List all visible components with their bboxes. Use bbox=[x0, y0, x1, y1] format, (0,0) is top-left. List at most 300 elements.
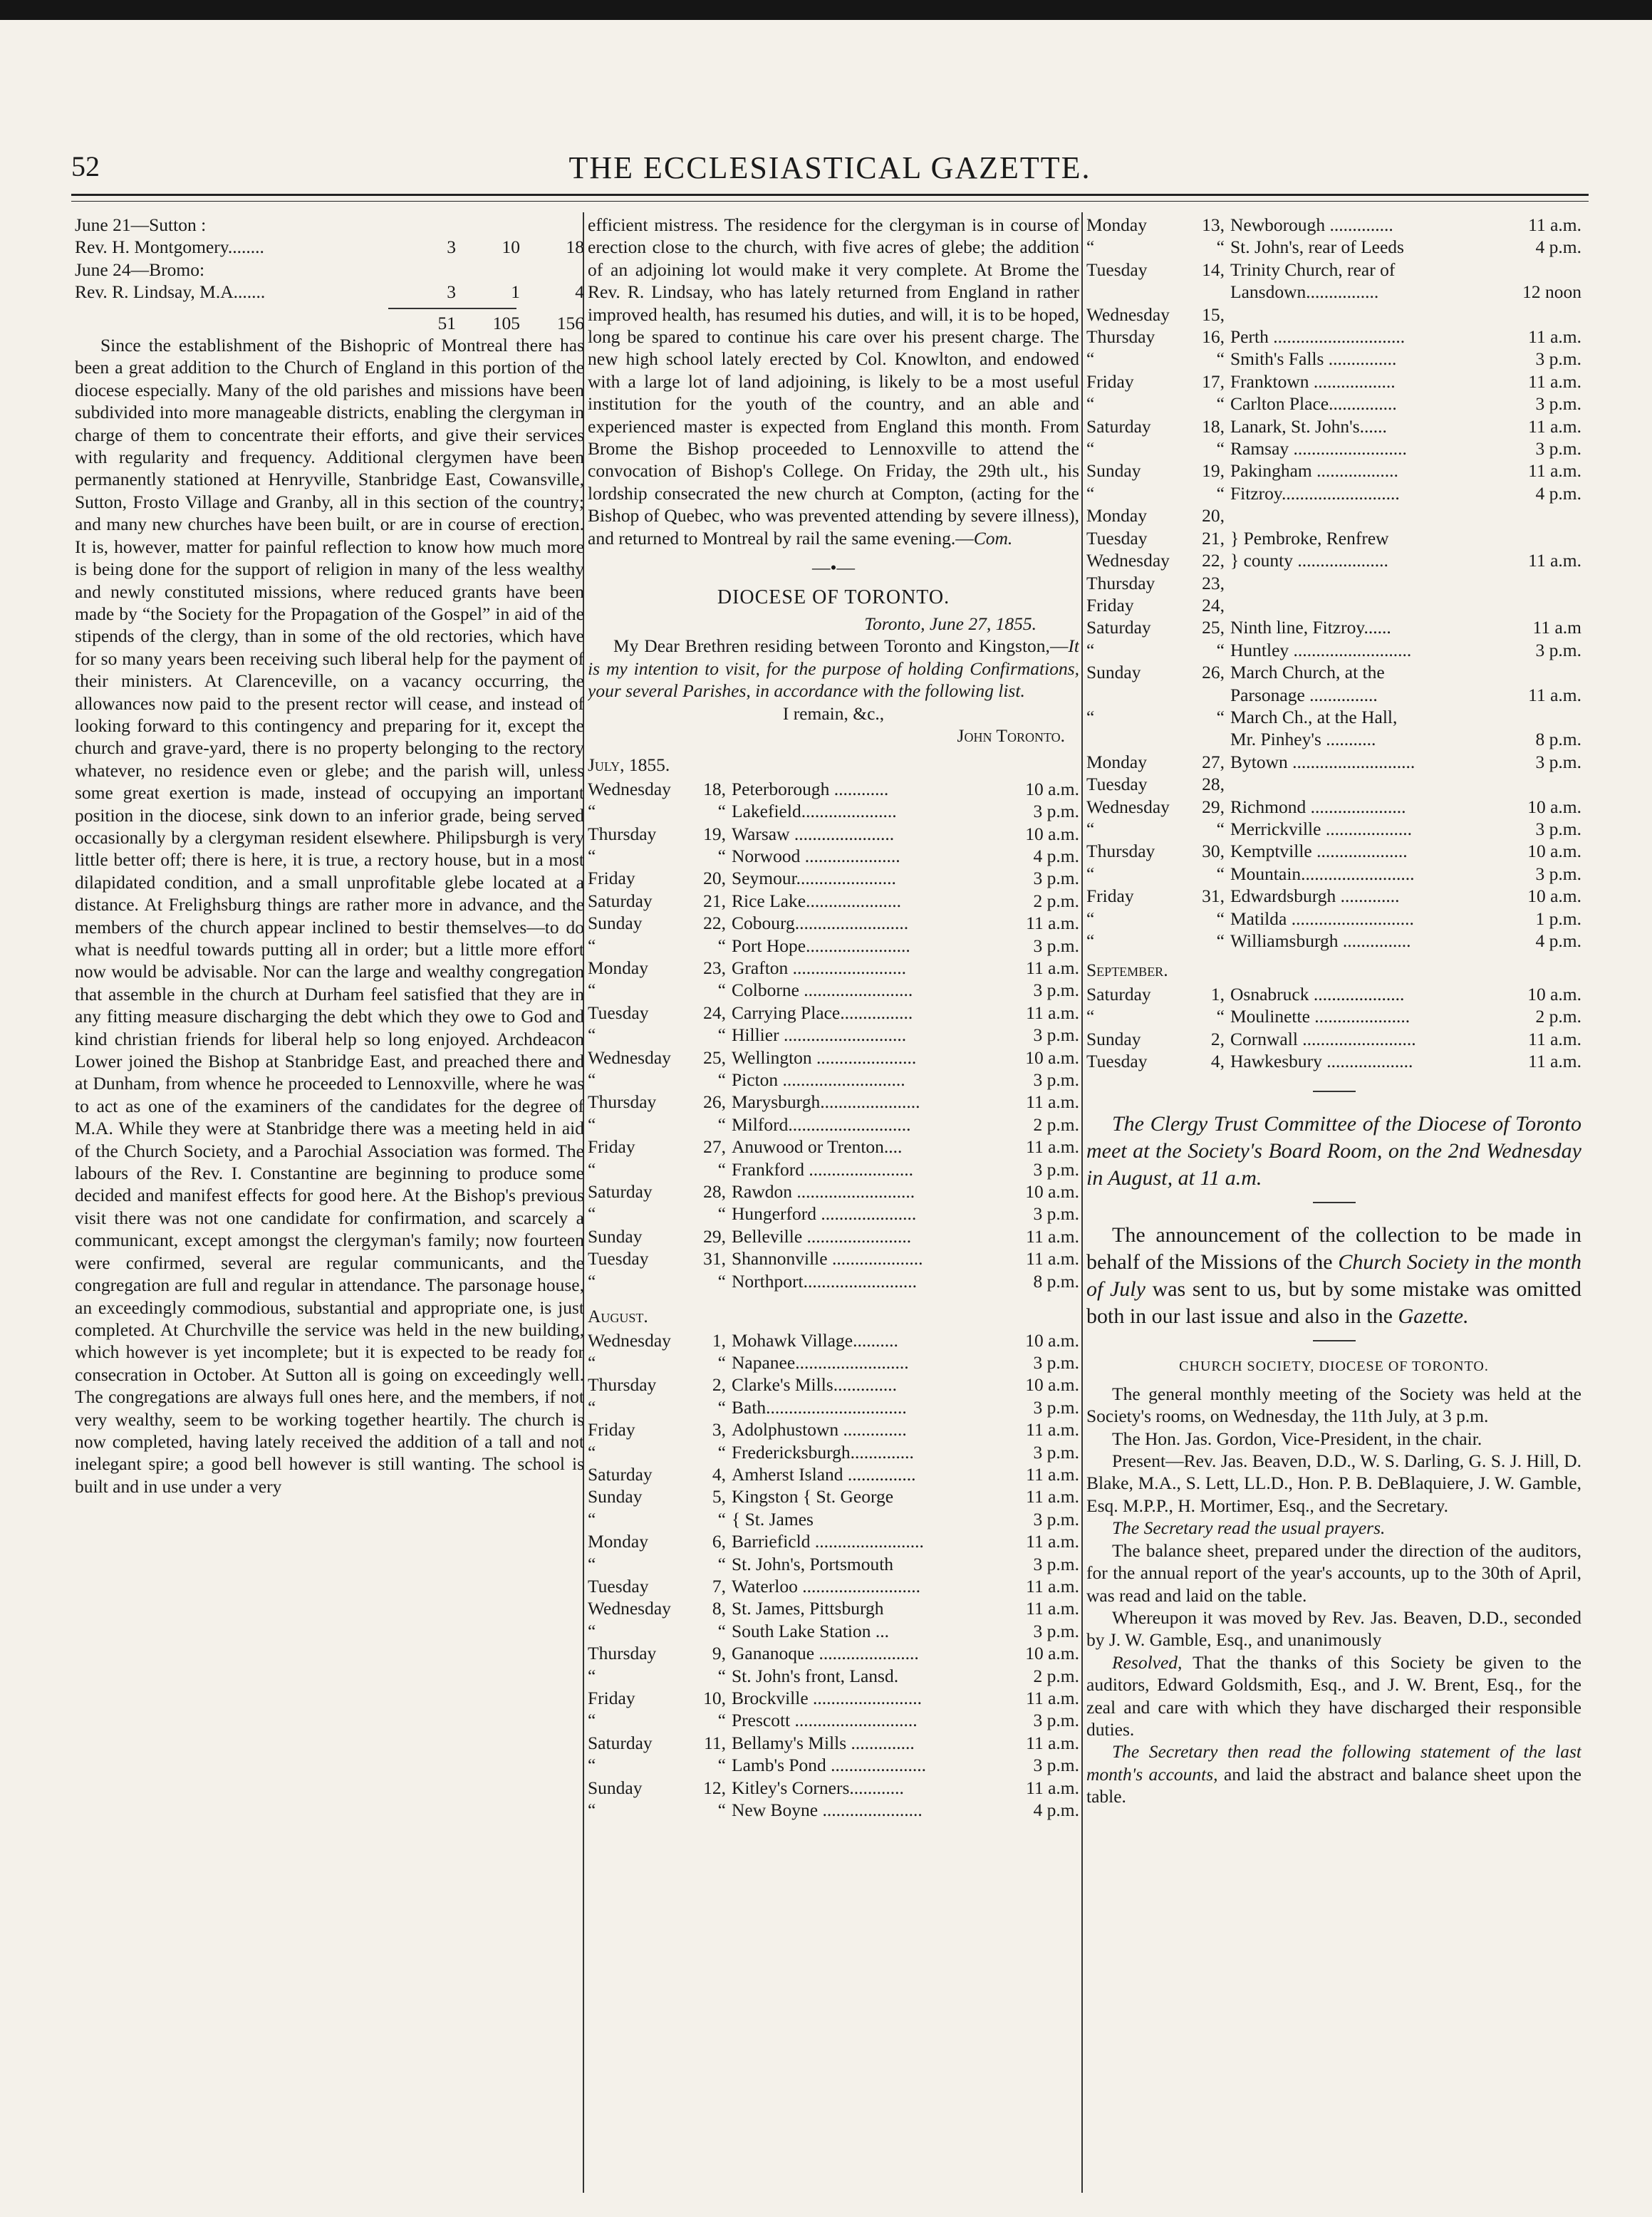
schedule-day: Saturday bbox=[588, 1463, 653, 1485]
schedule-place bbox=[1230, 773, 1503, 795]
schedule-day: Sunday bbox=[1086, 460, 1141, 482]
schedule-day: “ bbox=[588, 1113, 596, 1135]
schedule-place: Shannonville .................... bbox=[732, 1248, 923, 1270]
schedule-num: “ bbox=[717, 1755, 726, 1776]
schedule-day: “ bbox=[588, 1351, 596, 1373]
schedule-time: 11 a.m. bbox=[1026, 1091, 1079, 1113]
august-schedule-continued bbox=[1086, 214, 1581, 952]
schedule-time: 3 p.m. bbox=[1535, 639, 1581, 660]
schedule-row bbox=[1086, 1028, 1581, 1050]
page-number: 52 bbox=[71, 150, 100, 182]
schedule-num: 22, bbox=[1202, 550, 1225, 571]
schedule-num: “ bbox=[1216, 482, 1225, 504]
schedule-num: “ bbox=[1216, 930, 1225, 951]
schedule-num: “ bbox=[717, 1508, 726, 1530]
schedule-day: Saturday bbox=[588, 1181, 653, 1203]
schedule-place bbox=[1230, 594, 1503, 616]
schedule-place: Frankford ....................... bbox=[732, 1158, 913, 1180]
schedule-num: “ bbox=[1216, 237, 1225, 258]
schedule-time bbox=[1503, 504, 1581, 526]
schedule-num: 4, bbox=[1210, 1051, 1225, 1072]
schedule-time: 11 a.m. bbox=[1026, 1248, 1079, 1270]
schedule-row bbox=[1086, 393, 1581, 415]
schedule-place: St. John's front, Lansd. bbox=[732, 1665, 899, 1686]
schedule-row bbox=[1086, 728, 1581, 750]
montreal-article-body: Since the establishment of the Bishopric of Montreal there has been a great addition to the Church of England in this portion of the diocese especially. Many of the old parishes and missions have been subdivided into more manageable districts, enabling the clergyman in charge of them to concentrate their efforts, and give their services with regularity and frequency. Additional clergymen have been permanently stationed at Henryville, Stanbridge East, Cowansville, Sutton, Frosto Village and Granby, all in this section of the country; and many new churches have been built, or are in course of erection. It is, however, matter for painful reflection to know how much more is being done for the support of religion in many of the less wealthy and newly constituted missions, where reduced grants have been made by “the Society for the Propagation of the Gospel” in aid of the stipends of the clergy, than in some of the old rectories, which have for so many years been receiving such liberal help for the payment of their ministers. At Clarenceville, on a vacancy occurring, the allowances now paid to the present rector will cease, and instead of looking forward to this contingency and preparing for it, except the church and grave-yard, there is no property belonging to the rectory whatever, no residence even or glebe; and the parish will, unless some great exertion is made, instead of occupying an important position in the diocese, sink down to an inferior grade, being served occasionally by a clergyman resident elsewhere. Philipsburgh is very little better off; there is here, it is true, a rectory house, but in a most dilapidated condition, and a small unprofitable glebe located at a distance. At Frelighsburg things are rather more in advance, and the members of the church appear inclined to bestir themselves—to do what is needful towards putting all in order; but a little more effort now would be advisable. Nor can the large and wealthy congregation that assemble in the church at Durham feel satisfied that they are in any fitting measure discharging the debt which they owe to God and kind christian friends for liberal help so long enjoyed. Archdeacon Lower joined the Bishop at Stanbridge East, and preached there and at Dunham, from whence he proceeded to Lennoxville, where he was to act as one of the examiners of the candidates for the degree of M.A. While they were at Stanbridge there was a meeting held in aid of the Church Society, and a Parochial Association was formed. The labours of the Rev. I. Constantine are beginning to produce some decided and manifest effects for good here. At the Bishop's previous visit there was not one candidate for confirmation, and scarcely a communicant, except amongst the clergyman's family; now fourteen were confirmed, several are regular communicants, and the congregation are full and regular in attendance. The parsonage house, an exceedingly commodious, substantial and appropriate one, is just completed. At Churchville the service was held in the new building, which however is yet incomplete; but it is expected to be ready for consecration in October. At Sutton all is going on exceedingly well. The congregations are always full ones here, and the members, if not very wealthy, seem to be working together heartily. The church is now completed, having lately received the addition of a tall and not inelegant spire; a good bell however is still wanting. The school is built and in use under a very bbox=[75, 335, 584, 1497]
schedule-day: “ bbox=[588, 1665, 596, 1686]
schedule-day: Sunday bbox=[588, 1225, 643, 1247]
schedule-time bbox=[1503, 661, 1581, 683]
rule bbox=[1313, 1340, 1356, 1341]
schedule-place: Matilda ........................... bbox=[1230, 908, 1414, 929]
schedule-place: Belleville ....................... bbox=[732, 1225, 912, 1247]
schedule-time: 11 a.m. bbox=[1026, 1598, 1079, 1619]
schedule-time: 11 a.m bbox=[1532, 617, 1581, 638]
schedule-time: 3 p.m. bbox=[1535, 348, 1581, 370]
schedule-num: 27, bbox=[703, 1136, 726, 1158]
schedule-day: Friday bbox=[1086, 594, 1134, 616]
schedule-row bbox=[588, 800, 1079, 822]
schedule-day: “ bbox=[588, 1069, 596, 1091]
schedule-row bbox=[588, 1754, 1079, 1776]
schedule-num: “ bbox=[717, 1069, 726, 1091]
schedule-time: 2 p.m. bbox=[1535, 1006, 1581, 1027]
schedule-place: Lanark, St. John's...... bbox=[1230, 415, 1387, 437]
schedule-day: “ bbox=[588, 980, 596, 1001]
schedule-place: Rice Lake..................... bbox=[732, 890, 901, 911]
schedule-row bbox=[1086, 773, 1581, 795]
schedule-num bbox=[1193, 281, 1230, 303]
schedule-num: 23, bbox=[1202, 572, 1225, 593]
schedule-row bbox=[588, 1530, 1079, 1552]
schedule-place: Kemptville .................... bbox=[1230, 841, 1408, 862]
schedule-time: 4 p.m. bbox=[1535, 930, 1581, 951]
schedule-place bbox=[1230, 572, 1503, 594]
schedule-num: 19, bbox=[703, 823, 726, 844]
schedule-place: Richmond ..................... bbox=[1230, 796, 1406, 817]
schedule-time: 3 p.m. bbox=[1535, 818, 1581, 839]
total-c: 156 bbox=[556, 312, 584, 333]
meeting-para: The Secretary read the usual prayers. bbox=[1112, 1517, 1386, 1539]
schedule-place: Gananoque ...................... bbox=[732, 1643, 919, 1664]
schedule-place: Milford........................... bbox=[732, 1113, 911, 1135]
september-schedule bbox=[1086, 983, 1581, 1073]
schedule-place: St. John's, Portsmouth bbox=[732, 1553, 894, 1574]
schedule-row bbox=[588, 1113, 1079, 1136]
schedule-row bbox=[588, 912, 1079, 934]
schedule-time: 3 p.m. bbox=[1535, 863, 1581, 884]
schedule-place: Newborough .............. bbox=[1230, 214, 1393, 235]
schedule-num: 30, bbox=[1202, 841, 1225, 862]
schedule-row bbox=[1086, 281, 1581, 303]
diocese-heading: DIOCESE OF TORONTO. bbox=[717, 586, 950, 608]
resolution-para: Resolved, That the thanks of this Society be given to the auditors, Edward Goldsmith, Esq., and J. W. Brent, Esq., for the zeal and care with which they have discharged their responsible duties. bbox=[1086, 1651, 1581, 1740]
schedule-time: 10 a.m. bbox=[1527, 886, 1581, 907]
account-c bbox=[520, 214, 584, 236]
schedule-place: Adolphustown .............. bbox=[732, 1419, 907, 1440]
schedule-row bbox=[1086, 796, 1581, 818]
schedule-day: Wednesday bbox=[1086, 303, 1170, 325]
schedule-day: Tuesday bbox=[588, 1002, 649, 1023]
schedule-row bbox=[1086, 527, 1581, 549]
schedule-day: “ bbox=[588, 845, 596, 866]
schedule-place: Bath............................... bbox=[732, 1396, 907, 1418]
schedule-place: Cornwall ......................... bbox=[1230, 1028, 1416, 1049]
account-row bbox=[75, 214, 584, 236]
schedule-time: 3 p.m. bbox=[1033, 1620, 1079, 1641]
schedule-time: 11 a.m. bbox=[1026, 1777, 1079, 1798]
schedule-place: { St. James bbox=[732, 1508, 814, 1530]
schedule-day: Thursday bbox=[1086, 326, 1155, 348]
schedule-row bbox=[1086, 863, 1581, 885]
schedule-row bbox=[1086, 885, 1581, 907]
schedule-place: Williamsburgh ............... bbox=[1230, 930, 1411, 951]
schedule-num: “ bbox=[717, 935, 726, 956]
schedule-time: 3 p.m. bbox=[1033, 1710, 1079, 1731]
schedule-day: “ bbox=[588, 1508, 596, 1530]
schedule-row bbox=[1086, 549, 1581, 571]
schedule-day: Monday bbox=[588, 957, 648, 978]
schedule-time: 2 p.m. bbox=[1033, 1113, 1079, 1135]
schedule-num: “ bbox=[717, 845, 726, 866]
schedule-time: 10 a.m. bbox=[1527, 983, 1581, 1004]
meeting-para: The general monthly meeting of the Society was held at the Society's rooms, on Wednesday, the 11th July, at 3 p.m. bbox=[1086, 1383, 1581, 1427]
schedule-time bbox=[1503, 572, 1581, 594]
schedule-place: Peterborough ............ bbox=[732, 778, 889, 799]
schedule-time: 11 a.m. bbox=[1528, 214, 1581, 235]
schedule-place bbox=[1230, 303, 1503, 326]
schedule-day: “ bbox=[588, 1024, 596, 1046]
schedule-place: Trinity Church, rear of bbox=[1230, 259, 1396, 280]
account-label: Rev. R. Lindsay, M.A....... bbox=[75, 281, 266, 303]
schedule-day: “ bbox=[588, 1620, 596, 1641]
schedule-num: 18, bbox=[1202, 415, 1225, 437]
schedule-num: “ bbox=[717, 1158, 726, 1180]
schedule-num: 24, bbox=[703, 1002, 726, 1023]
schedule-day: Thursday bbox=[588, 823, 657, 844]
schedule-num: “ bbox=[1216, 908, 1225, 929]
september-label: September. bbox=[1086, 960, 1168, 981]
schedule-time: 3 p.m. bbox=[1535, 393, 1581, 415]
schedule-row bbox=[588, 957, 1079, 979]
schedule-row bbox=[1086, 983, 1581, 1005]
schedule-day: “ bbox=[588, 1270, 596, 1292]
schedule-row bbox=[588, 1047, 1079, 1069]
schedule-time: 8 p.m. bbox=[1535, 729, 1581, 750]
schedule-num: 17, bbox=[1202, 370, 1225, 392]
schedule-time: 11 a.m. bbox=[1026, 957, 1079, 978]
schedule-place: Moulinette ..................... bbox=[1230, 1006, 1411, 1027]
schedule-day: “ bbox=[1086, 482, 1095, 504]
schedule-row bbox=[588, 890, 1079, 912]
schedule-row bbox=[588, 778, 1079, 800]
schedule-time: 11 a.m. bbox=[1528, 415, 1581, 437]
july-schedule bbox=[588, 778, 1079, 1292]
schedule-time: 10 a.m. bbox=[1025, 1329, 1079, 1351]
schedule-day: Friday bbox=[1086, 370, 1134, 392]
account-row bbox=[75, 259, 584, 281]
schedule-row bbox=[588, 1485, 1079, 1507]
schedule-num: 22, bbox=[703, 913, 726, 934]
schedule-day: Friday bbox=[1086, 886, 1134, 907]
schedule-day: “ bbox=[1086, 706, 1095, 727]
schedule-time: 10 a.m. bbox=[1025, 1643, 1079, 1664]
schedule-num: 1, bbox=[712, 1329, 726, 1351]
schedule-time: 3 p.m. bbox=[1033, 1203, 1079, 1225]
article-signature: Com. bbox=[973, 527, 1013, 549]
schedule-row bbox=[1086, 572, 1581, 594]
schedule-num: 4, bbox=[712, 1463, 726, 1485]
schedule-row bbox=[588, 1553, 1079, 1575]
meeting-para: The Secretary then read the following statement of the last month's accounts, and laid the abstract and balance sheet upon the table. bbox=[1086, 1741, 1581, 1807]
schedule-time: 3 p.m. bbox=[1535, 751, 1581, 772]
schedule-num: “ bbox=[717, 1620, 726, 1641]
schedule-day: Sunday bbox=[1086, 662, 1141, 683]
schedule-num: “ bbox=[717, 1665, 726, 1686]
schedule-row bbox=[588, 1180, 1079, 1203]
schedule-time: 11 a.m. bbox=[1528, 1028, 1581, 1049]
schedule-row bbox=[588, 1002, 1079, 1024]
schedule-row bbox=[588, 1642, 1079, 1664]
account-row bbox=[75, 236, 584, 258]
header-rule-bottom bbox=[71, 201, 1589, 202]
schedule-num: “ bbox=[1216, 818, 1225, 839]
schedule-row bbox=[588, 1508, 1079, 1530]
schedule-time: 3 p.m. bbox=[1033, 1024, 1079, 1046]
schedule-time: 10 a.m. bbox=[1025, 1047, 1079, 1068]
account-a bbox=[399, 259, 456, 281]
schedule-row bbox=[588, 1709, 1079, 1731]
account-label: Rev. H. Montgomery........ bbox=[75, 237, 264, 258]
schedule-num: 10, bbox=[703, 1688, 726, 1708]
schedule-time: 11 a.m. bbox=[1528, 326, 1581, 348]
schedule-num: 5, bbox=[712, 1486, 726, 1507]
schedule-time: 3 p.m. bbox=[1033, 1069, 1079, 1091]
schedule-num: 28, bbox=[1202, 774, 1225, 795]
schedule-place: Carrying Place................ bbox=[732, 1002, 913, 1023]
schedule-time: 11 a.m. bbox=[1026, 1688, 1079, 1708]
clergy-trust-notice: The Clergy Trust Committee of the Diocese of Toronto meet at the Society's Board Room, on the 2nd Wednesday in August, at 11 a.m. bbox=[1086, 1112, 1581, 1190]
schedule-time: 3 p.m. bbox=[1033, 801, 1079, 822]
schedule-time: 11 a.m. bbox=[1026, 1575, 1079, 1596]
schedule-row bbox=[588, 1329, 1079, 1351]
schedule-day: Wednesday bbox=[588, 1329, 671, 1351]
schedule-day: Friday bbox=[588, 1419, 635, 1440]
schedule-time: 2 p.m. bbox=[1033, 1665, 1079, 1686]
schedule-day: Wednesday bbox=[1086, 796, 1170, 817]
schedule-day: “ bbox=[1086, 818, 1095, 839]
schedule-day bbox=[1086, 281, 1193, 303]
schedule-place: Franktown .................. bbox=[1230, 370, 1396, 392]
schedule-num: “ bbox=[717, 1351, 726, 1373]
schedule-place: Clarke's Mills.............. bbox=[732, 1374, 897, 1396]
schedule-day: “ bbox=[1086, 908, 1095, 929]
schedule-day: Monday bbox=[1086, 505, 1147, 526]
account-c: 18 bbox=[566, 237, 584, 258]
schedule-num: “ bbox=[717, 1441, 726, 1463]
schedule-day bbox=[1086, 728, 1193, 750]
schedule-row bbox=[1086, 236, 1581, 258]
august-schedule bbox=[588, 1329, 1079, 1822]
schedule-day: Monday bbox=[1086, 751, 1147, 772]
schedule-time: 11 a.m. bbox=[1026, 1732, 1079, 1753]
schedule-place: Hillier ........................... bbox=[732, 1024, 907, 1046]
schedule-num: “ bbox=[1216, 706, 1225, 727]
schedule-num: “ bbox=[717, 1024, 726, 1046]
schedule-time: 3 p.m. bbox=[1033, 935, 1079, 956]
schedule-num: 12, bbox=[703, 1777, 726, 1798]
schedule-time: 3 p.m. bbox=[1033, 1351, 1079, 1373]
schedule-place: Waterloo .......................... bbox=[732, 1575, 920, 1596]
schedule-place: Smith's Falls ............... bbox=[1230, 348, 1397, 370]
schedule-row bbox=[588, 1777, 1079, 1799]
schedule-day: Saturday bbox=[588, 890, 653, 911]
schedule-num: 24, bbox=[1202, 594, 1225, 616]
schedule-num: 1, bbox=[1210, 983, 1225, 1004]
schedule-row bbox=[1086, 482, 1581, 504]
schedule-num: “ bbox=[717, 801, 726, 822]
schedule-row bbox=[1086, 639, 1581, 661]
rule bbox=[1313, 1091, 1356, 1092]
schedule-day: Sunday bbox=[588, 1486, 643, 1507]
schedule-place: Kitley's Corners............ bbox=[732, 1777, 904, 1798]
schedule-num: 2, bbox=[712, 1374, 726, 1396]
schedule-num: 31, bbox=[1202, 886, 1225, 907]
page-header bbox=[71, 150, 1589, 192]
schedule-place: Mr. Pinhey's ........... bbox=[1230, 729, 1376, 750]
top-print-bar bbox=[0, 0, 1652, 20]
schedule-place: Picton ........................... bbox=[732, 1069, 905, 1091]
schedule-num: 6, bbox=[712, 1531, 726, 1552]
schedule-day: “ bbox=[1086, 438, 1095, 460]
account-label: June 24—Bromo: bbox=[75, 259, 205, 280]
schedule-row bbox=[1086, 616, 1581, 638]
schedule-day: Sunday bbox=[588, 913, 643, 934]
schedule-place: Mountain......................... bbox=[1230, 863, 1415, 884]
schedule-num: “ bbox=[1216, 1006, 1225, 1027]
account-total-rule bbox=[388, 308, 516, 309]
schedule-row bbox=[1086, 661, 1581, 683]
schedule-place: Huntley .......................... bbox=[1230, 639, 1412, 660]
schedule-time: 11 a.m. bbox=[1026, 1486, 1079, 1507]
column-left bbox=[75, 214, 584, 2189]
schedule-num: “ bbox=[717, 1396, 726, 1418]
schedule-day: Saturday bbox=[1086, 617, 1151, 638]
schedule-row bbox=[1086, 326, 1581, 348]
montreal-article-continued: efficient mistress. The residence for the clergyman is in course of erection close to the church, with five acres of glebe; the addition of an adjoining lot would make it very complete. At Brome the Rev. R. Lindsay, who has lately returned from England in rather improved health, has resumed his duties, and will, it is to be hoped, long be spared to continue his care over his present charge. The new high school lately erected by Col. Knowlton, and endowed with a large lot of land adjoining, is likely to be a most useful institution for the youth of the country, and an able and experienced master is expected from England this month. From Brome the Bishop proceeded to Lennoxville to attend the convocation of Bishop's College. On Friday, the 29th ult., his lordship consecrated the new church at Compton, (acting for the Bishop of Quebec, who was prevented attending by severe illness), and returned to Montreal by rail the same evening.—Com. bbox=[588, 214, 1079, 549]
account-b: 1 bbox=[511, 281, 520, 303]
schedule-place: New Boyne ...................... bbox=[732, 1800, 923, 1821]
account-label: June 21—Sutton : bbox=[75, 214, 207, 235]
schedule-day: Thursday bbox=[588, 1091, 657, 1113]
schedule-num: “ bbox=[717, 1553, 726, 1574]
schedule-row bbox=[588, 1597, 1079, 1619]
schedule-num: “ bbox=[717, 980, 726, 1001]
schedule-num: “ bbox=[717, 1710, 726, 1731]
schedule-day: “ bbox=[1086, 1006, 1095, 1027]
schedule-day: Wednesday bbox=[588, 1047, 671, 1068]
schedule-row bbox=[1086, 684, 1581, 706]
account-row bbox=[75, 281, 584, 303]
schedule-row bbox=[1086, 1005, 1581, 1027]
schedule-time: 3 p.m. bbox=[1033, 1158, 1079, 1180]
letter-signature: John Toronto. bbox=[957, 725, 1065, 746]
schedule-num bbox=[1193, 684, 1230, 706]
schedule-time: 11 a.m. bbox=[1026, 1463, 1079, 1485]
schedule-num: 13, bbox=[1202, 214, 1225, 235]
schedule-day: Sunday bbox=[588, 1777, 643, 1798]
schedule-row bbox=[588, 1136, 1079, 1158]
schedule-time: 3 p.m. bbox=[1535, 438, 1581, 460]
schedule-num: 21, bbox=[1202, 527, 1225, 549]
schedule-place: St. John's, rear of Leeds bbox=[1230, 237, 1404, 258]
schedule-day bbox=[1086, 684, 1193, 706]
schedule-place: Warsaw ...................... bbox=[732, 823, 895, 844]
schedule-place: Northport......................... bbox=[732, 1270, 917, 1292]
schedule-time: 4 p.m. bbox=[1535, 482, 1581, 504]
schedule-place: Rawdon .......................... bbox=[732, 1181, 915, 1203]
schedule-num: 25, bbox=[703, 1047, 726, 1068]
schedule-place: Brockville ........................ bbox=[732, 1688, 923, 1708]
schedule-row bbox=[588, 1418, 1079, 1440]
schedule-row bbox=[1086, 1050, 1581, 1072]
schedule-num: 26, bbox=[703, 1091, 726, 1113]
schedule-day: “ bbox=[588, 801, 596, 822]
schedule-time: 4 p.m. bbox=[1033, 1800, 1079, 1821]
schedule-day: Tuesday bbox=[1086, 259, 1148, 280]
column-middle bbox=[588, 214, 1079, 2189]
schedule-place: Fredericksburgh.............. bbox=[732, 1441, 914, 1463]
schedule-num: 2, bbox=[1210, 1028, 1225, 1049]
schedule-day: “ bbox=[588, 1203, 596, 1225]
schedule-num: 28, bbox=[703, 1181, 726, 1203]
schedule-row bbox=[588, 935, 1079, 957]
schedule-day: “ bbox=[1086, 930, 1095, 951]
schedule-place: Hawkesbury ................... bbox=[1230, 1051, 1413, 1072]
schedule-row bbox=[588, 823, 1079, 845]
schedule-place: Pakingham .................. bbox=[1230, 460, 1398, 482]
publication-title: THE ECCLESIASTICAL GAZETTE. bbox=[568, 150, 1091, 185]
schedule-num: 7, bbox=[712, 1575, 726, 1596]
schedule-day: Saturday bbox=[1086, 415, 1151, 437]
schedule-time: 11 a.m. bbox=[1026, 1136, 1079, 1158]
schedule-row bbox=[588, 845, 1079, 867]
account-b bbox=[456, 259, 520, 281]
dateline: Toronto, June 27, 1855. bbox=[864, 613, 1037, 634]
schedule-place: Seymour...................... bbox=[732, 868, 896, 889]
schedule-row bbox=[1086, 259, 1581, 281]
schedule-day: “ bbox=[588, 1396, 596, 1418]
schedule-day: Wednesday bbox=[588, 778, 671, 799]
schedule-num: 23, bbox=[703, 957, 726, 978]
schedule-row bbox=[588, 867, 1079, 889]
schedule-place: Port Hope....................... bbox=[732, 935, 910, 956]
schedule-num: 9, bbox=[712, 1643, 726, 1664]
schedule-time: 10 a.m. bbox=[1527, 796, 1581, 817]
schedule-num: 20, bbox=[1202, 505, 1225, 526]
schedule-day: “ bbox=[588, 935, 596, 956]
schedule-row bbox=[588, 1665, 1079, 1687]
schedule-place: Hungerford ..................... bbox=[732, 1203, 917, 1225]
schedule-row bbox=[1086, 594, 1581, 616]
schedule-row bbox=[588, 1024, 1079, 1046]
letter-closing: I remain, &c., bbox=[782, 702, 885, 724]
schedule-num: “ bbox=[717, 1800, 726, 1821]
schedule-row bbox=[588, 1396, 1079, 1418]
schedule-num: “ bbox=[1216, 348, 1225, 370]
schedule-place: Ramsay ......................... bbox=[1230, 438, 1407, 460]
schedule-place: Bytown ........................... bbox=[1230, 751, 1415, 772]
